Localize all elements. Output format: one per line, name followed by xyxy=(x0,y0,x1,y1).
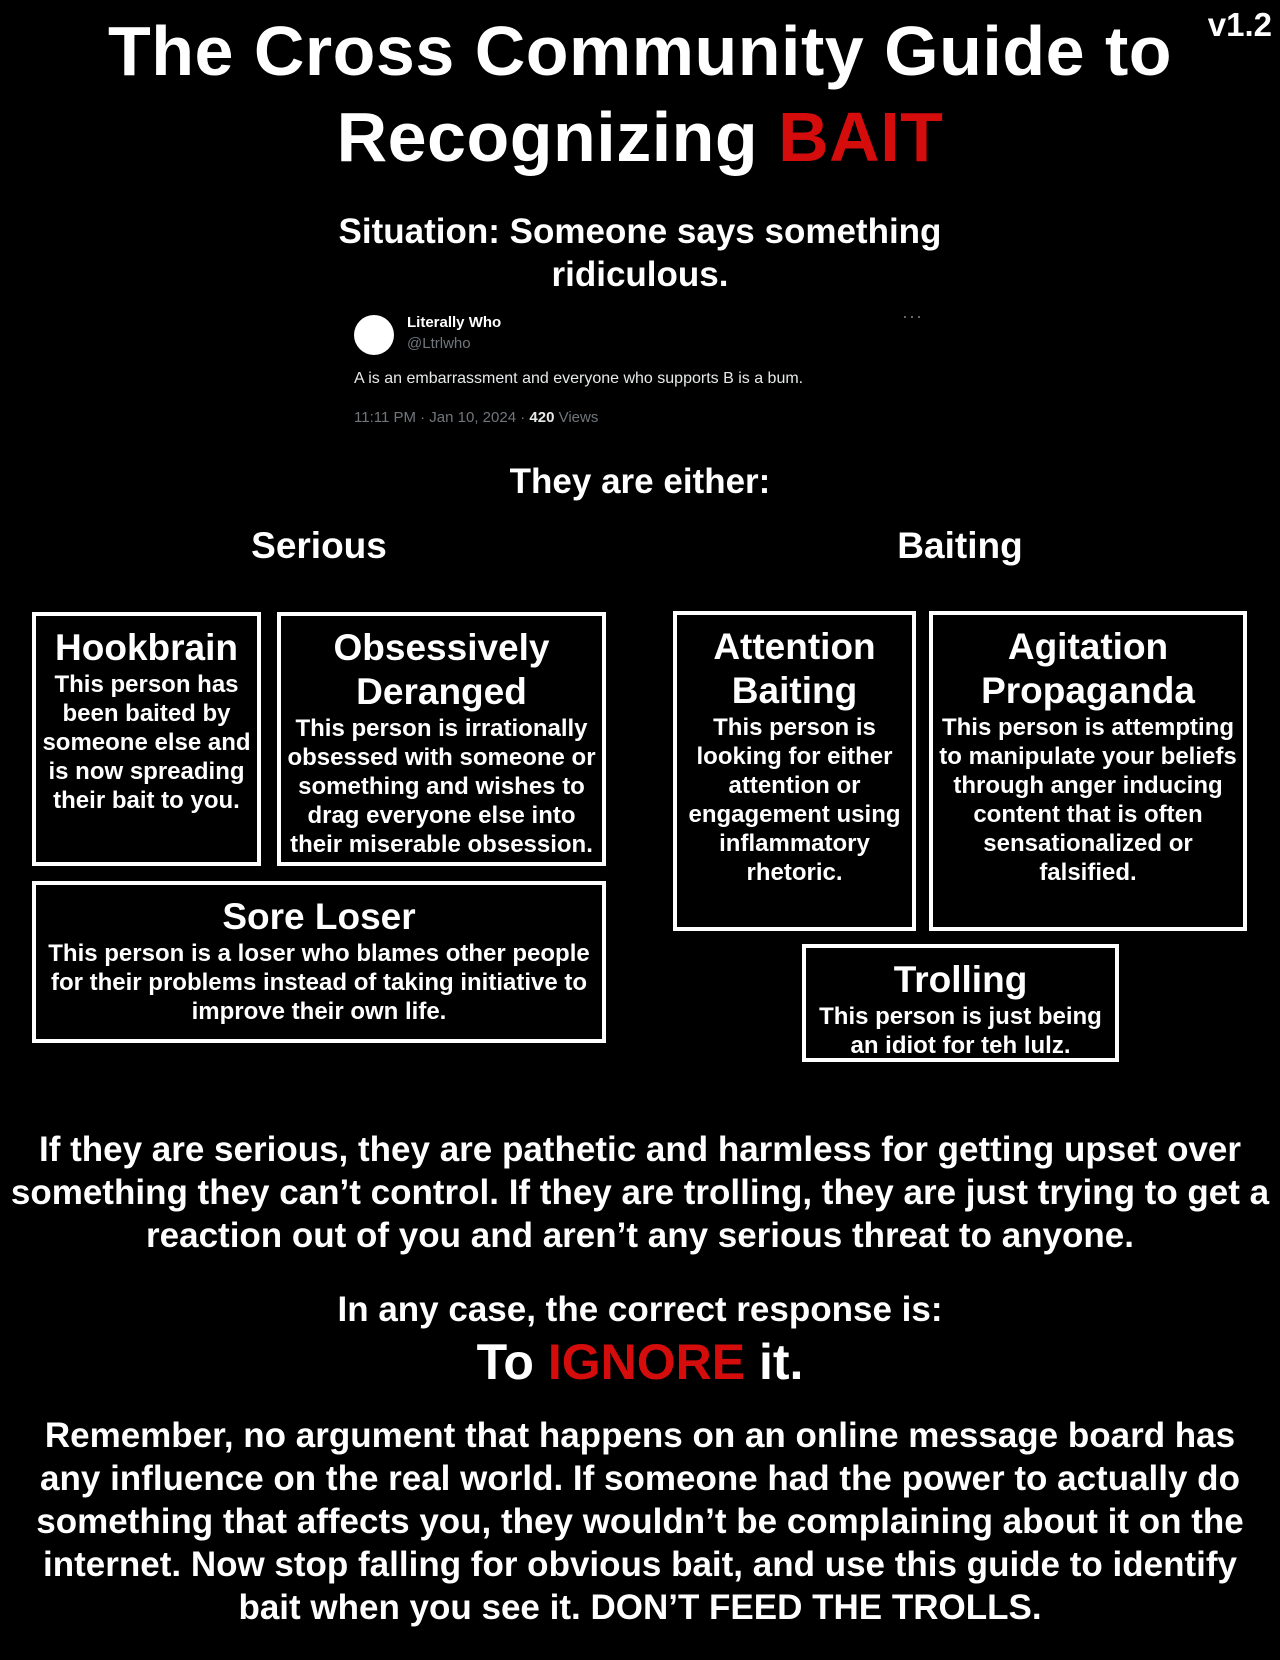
more-options-icon: ··· xyxy=(902,306,923,326)
response-intro: In any case, the correct response is: xyxy=(337,1290,943,1329)
title-line-1: The Cross Community Guide to xyxy=(107,12,1173,90)
card-description: This person is irrationally obsessed with someone or something and wishes to drag everyone else into their miserable obsession. xyxy=(287,715,596,858)
baiting-column-heading: Baiting xyxy=(897,525,1023,566)
card-title: Trolling xyxy=(893,959,1028,1000)
response-statement xyxy=(0,1333,1280,1391)
situation-heading xyxy=(0,210,1280,296)
card-description: This person is a loser who blames other people for their problems instead of taking initiative to improve their own life. xyxy=(48,940,590,1025)
card-title: Hookbrain xyxy=(55,627,238,668)
situation-line-2: ridiculous. xyxy=(551,255,729,294)
card-title: Agitation Propaganda xyxy=(981,626,1195,711)
avatar xyxy=(354,315,394,355)
tweet-author-name: Literally Who xyxy=(407,314,502,331)
card-description: This person is looking for either attention or engagement using inflammatory rhetoric. xyxy=(688,714,901,886)
title-line-2 xyxy=(0,94,1280,180)
response-suffix: it. xyxy=(745,1334,804,1390)
card-title: Obsessively Deranged xyxy=(333,627,550,712)
response-highlight: IGNORE xyxy=(547,1334,746,1390)
tweet-views-label: Views xyxy=(554,409,599,426)
tweet-text: A is an embarrassment and everyone who supports B is a bum. xyxy=(354,370,804,387)
version-label: v1.2 xyxy=(1207,6,1272,43)
card-description: This person is attempting to manipulate your beliefs through anger inducing content that is often sensationalized or falsified. xyxy=(939,714,1237,886)
tweet-view-count: 420 xyxy=(529,409,555,426)
page-title xyxy=(0,8,1280,180)
closing-paragraph: Remember, no argument that happens on an online message board has any influence on the real world. If someone had the power to actually do something that affects you, they wouldn’t be complaining about it on the internet. Now stop falling for obvious bait, and use this guide to identify bait when you see it. DON’T FEED THE TROLLS. xyxy=(36,1416,1244,1627)
tweet-meta xyxy=(354,409,598,426)
title-prefix: Recognizing xyxy=(336,98,779,176)
card-title: Attention Baiting xyxy=(713,626,876,711)
sore-loser-card xyxy=(32,881,606,1043)
obsessively-deranged-card xyxy=(277,612,606,866)
tweet-author-handle: @Ltrlwho xyxy=(407,335,471,352)
trolling-card xyxy=(802,944,1119,1062)
card-description: This person is just being an idiot for teh lulz. xyxy=(819,1003,1102,1059)
conclusion-paragraph: If they are serious, they are pathetic and harmless for getting upset over something they can’t control. If they are trolling, they are just trying to get a reaction out of you and aren’t any serious threat to anyone. xyxy=(10,1130,1270,1255)
serious-column-heading: Serious xyxy=(251,525,387,566)
tweet-timestamp: 11:11 PM · Jan 10, 2024 · xyxy=(354,409,530,426)
situation-line-1: Situation: Someone says something xyxy=(338,212,942,251)
hookbrain-card xyxy=(32,612,261,866)
card-title: Sore Loser xyxy=(222,896,416,937)
card-description: This person has been baited by someone else and is now spreading their bait to you. xyxy=(42,671,251,814)
response-prefix: To xyxy=(476,1334,548,1390)
example-tweet xyxy=(354,306,934,430)
either-heading: They are either: xyxy=(509,462,771,501)
agitation-propaganda-card xyxy=(929,611,1247,931)
title-highlight: BAIT xyxy=(778,98,944,176)
attention-baiting-card xyxy=(673,611,916,931)
